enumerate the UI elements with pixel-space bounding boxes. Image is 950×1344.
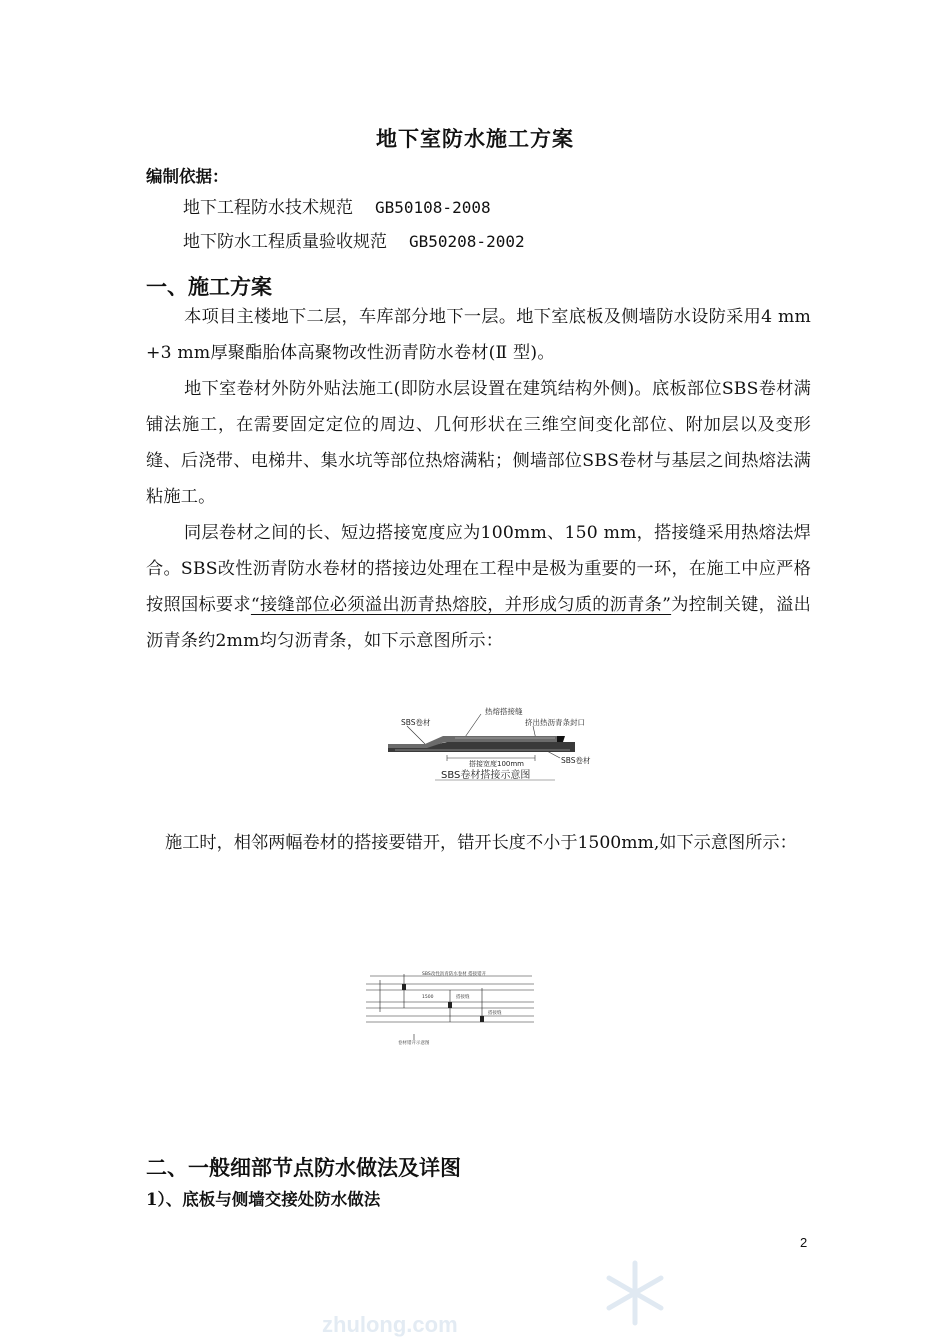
paragraph-2-text: 地下室卷材外防外贴法施工(即防水层设置在建筑结构外侧)。底板部位SBS卷材满铺法施工，在需要固定定位的周边、几何形状在三维空间变化部位、附加层以及变形缝、后浇带、电梯井、集水坑等部位热熔满粘；侧墙部位SBS卷材与基层之间热熔法满粘施工。 — [146, 379, 811, 507]
standard-2-name: 地下防水工程质量验收规范 — [183, 232, 387, 252]
section-1-heading: 一、施工方案 — [146, 274, 272, 299]
paragraph-3-quote: “接缝部位必须溢出沥青热熔胶，并形成匀质的沥青条” — [250, 595, 672, 615]
figure-2-caption: 卷材错开示意图 — [398, 1041, 430, 1046]
section-2-heading: 二、一般细部节点防水做法及详图 — [146, 1155, 461, 1180]
standard-1-name: 地下工程防水技术规范 — [183, 198, 353, 218]
standard-1-code: GB50108-2008 — [375, 198, 491, 217]
standard-2-code: GB50208-2002 — [409, 232, 525, 251]
bitumen-bead — [557, 736, 565, 742]
snowflake-watermark-icon — [600, 1258, 670, 1328]
leader-sbs-left — [407, 726, 425, 744]
label-hot-seam: 热熔搭接缝 — [485, 707, 523, 716]
paragraph-1-text: 本项目主楼地下二层，车库部分地下一层。地下室底板及侧墙防水设防采用4 mm +3 mm厚聚酯胎体高聚物改性沥青防水卷材(Ⅱ 型)。 — [146, 307, 811, 363]
section-2-subheading: 1）、底板与侧墙交接处防水做法 — [146, 1190, 381, 1209]
sbs-overlap-diagram — [385, 700, 600, 785]
label-sbs-left: SBS卷材 — [401, 718, 431, 727]
paragraph-3 — [146, 515, 811, 659]
paragraph-4: 施工时，相邻两幅卷材的搭接要错开，错开长度不小于1500mm,如下示意图所示： — [165, 833, 797, 853]
basis-heading: 编制依据： — [146, 167, 229, 186]
figure-1-caption: SBS卷材搭接示意图 — [441, 770, 531, 781]
page-number: 2 — [800, 1235, 808, 1250]
paragraph-2 — [146, 371, 811, 515]
fig2-top-note: SBS改性沥青防水卷材 搭接错开 — [422, 972, 487, 977]
document-title: 地下室防水施工方案 — [376, 126, 574, 151]
fig2-label-a: 搭接缝 — [456, 995, 470, 1000]
paragraph-3-text-after: 为控制关键，溢出沥青条约2mm均匀沥青条，如下示意图所示： — [146, 595, 811, 651]
fig2-label-b: 1500 — [422, 995, 434, 1000]
standard-1 — [183, 190, 491, 226]
label-sbs-right: SBS卷材 — [561, 756, 591, 765]
standard-2 — [183, 224, 525, 260]
label-extrude: 挤出热沥青条封口 — [525, 718, 585, 727]
fig2-label-c: 搭接缝 — [488, 1011, 502, 1016]
paragraph-1 — [146, 299, 811, 371]
label-overlap-width: 搭接宽度100mm — [469, 760, 524, 768]
watermark-text: zhulong.com — [322, 1312, 458, 1337]
staggered-lap-diagram — [362, 968, 538, 1046]
paragraph-3-text-before: 同层卷材之间的长、短边搭接宽度应为100mm、150 mm，搭接缝采用热熔法焊合。SBS改性沥青防水卷材的搭接边处理在工程中是极为重要的一环，在施工中应严格按照国标要求 — [146, 523, 811, 615]
